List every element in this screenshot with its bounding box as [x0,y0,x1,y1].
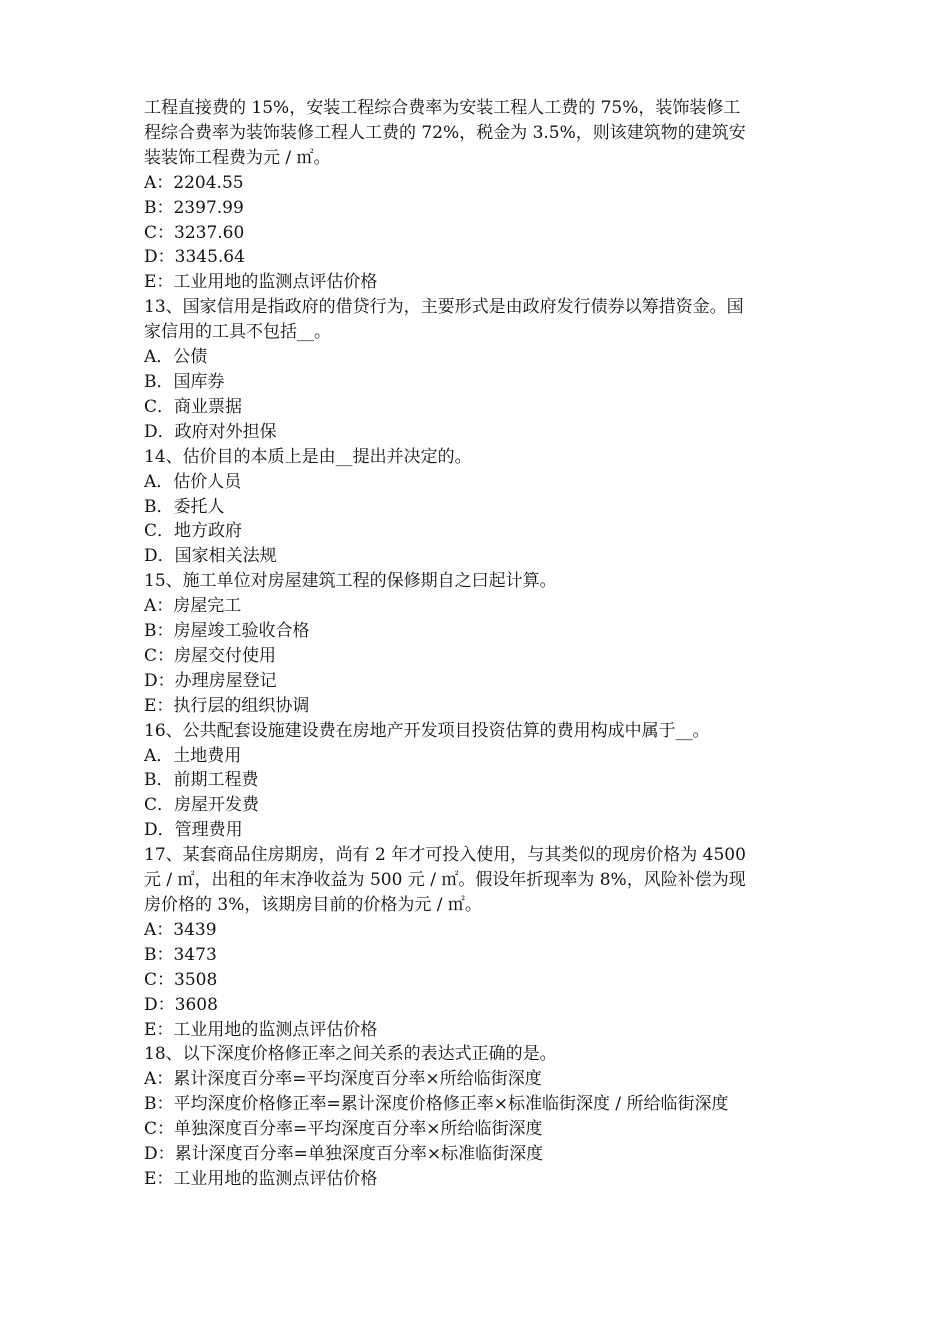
option-a: A：房屋完工 [144,596,242,617]
option-d: D：办理房屋登记 [144,670,277,691]
option-a: A：累计深度百分率=平均深度百分率×所给临街深度 [144,1069,542,1090]
question-18 [144,1042,810,1191]
question-text-line: 家信用的工具不包括__。 [144,322,331,343]
option-c: C：房屋交付使用 [144,645,277,666]
option-e: E：工业用地的监测点评估价格 [144,1019,378,1040]
option-c: C．房屋开发费 [144,795,260,816]
question-text-line: 18、以下深度价格修正率之间关系的表达式正确的是。 [144,1044,557,1065]
intro-question [144,96,810,295]
document-page [144,96,810,1192]
option-b: B：平均深度价格修正率=累计深度价格修正率×标准临街深度 / 所给临街深度 [144,1094,729,1115]
option-b: B．国库券 [144,371,225,392]
option-b: B：房屋竣工验收合格 [144,621,310,642]
option-b: B：3473 [144,944,217,965]
question-text-line: 工程直接费的 15%，安装工程综合费率为安装工程人工费的 75%，装饰装修工 [144,98,741,118]
question-15 [144,569,810,718]
option-a: A：2204.55 [144,172,244,193]
question-14 [144,445,810,570]
option-c: C：单独深度百分率=平均深度百分率×所给临街深度 [144,1119,543,1140]
option-c: C．地方政府 [144,521,243,542]
option-d: D：累计深度百分率=单独深度百分率×标准临街深度 [144,1144,544,1165]
option-d: D．国家相关法规 [144,546,277,567]
question-text-line: 程综合费率为装饰装修工程人工费的 72%，税金为 3.5%，则该建筑物的建筑安 [144,122,746,143]
option-a: A．土地费用 [144,745,242,766]
option-d: D：3608 [144,994,218,1015]
question-17 [144,843,810,1042]
option-b: B．前期工程费 [144,770,259,791]
question-text-line: 13、国家信用是指政府的借贷行为，主要形式是由政府发行债券以筹措资金。国 [144,297,744,318]
question-text-line: 16、公共配套设施建设费在房地产开发项目投资估算的费用构成中属于__。 [144,720,710,741]
question-text-line: 装装饰工程费为元 / ㎡。 [144,147,331,168]
question-text-line: 元 / ㎡，出租的年末净收益为 500 元 / ㎡。假设年折现率为 8%，风险补偿为现 [144,870,746,891]
option-a: A：3439 [144,919,217,940]
option-c: C：3237.60 [144,222,245,243]
question-text-line: 15、施工单位对房屋建筑工程的保修期自之曰起计算。 [144,571,557,592]
option-d: D．政府对外担保 [144,421,277,442]
option-b: B．委托人 [144,496,225,517]
question-text-line: 14、估价目的本质上是由__提出并决定的。 [144,446,472,467]
question-13 [144,295,810,444]
option-e: E：执行层的组织协调 [144,695,310,716]
option-b: B：2397.99 [144,197,244,218]
option-d: D：3345.64 [144,247,245,268]
option-a: A．估价人员 [144,471,242,492]
option-d: D．管理费用 [144,820,243,841]
question-16 [144,719,810,844]
question-text-line: 房价格的 3%，该期房目前的价格为元 / ㎡。 [144,895,482,915]
option-e: E：工业用地的监测点评估价格 [144,272,378,293]
option-c: C．商业票据 [144,396,243,417]
question-text-line: 17、某套商品住房期房，尚有 2 年才可投入使用，与其类似的现房价格为 4500 [144,845,746,866]
option-c: C：3508 [144,969,218,990]
option-a: A．公债 [144,347,208,368]
option-e: E：工业用地的监测点评估价格 [144,1168,378,1189]
